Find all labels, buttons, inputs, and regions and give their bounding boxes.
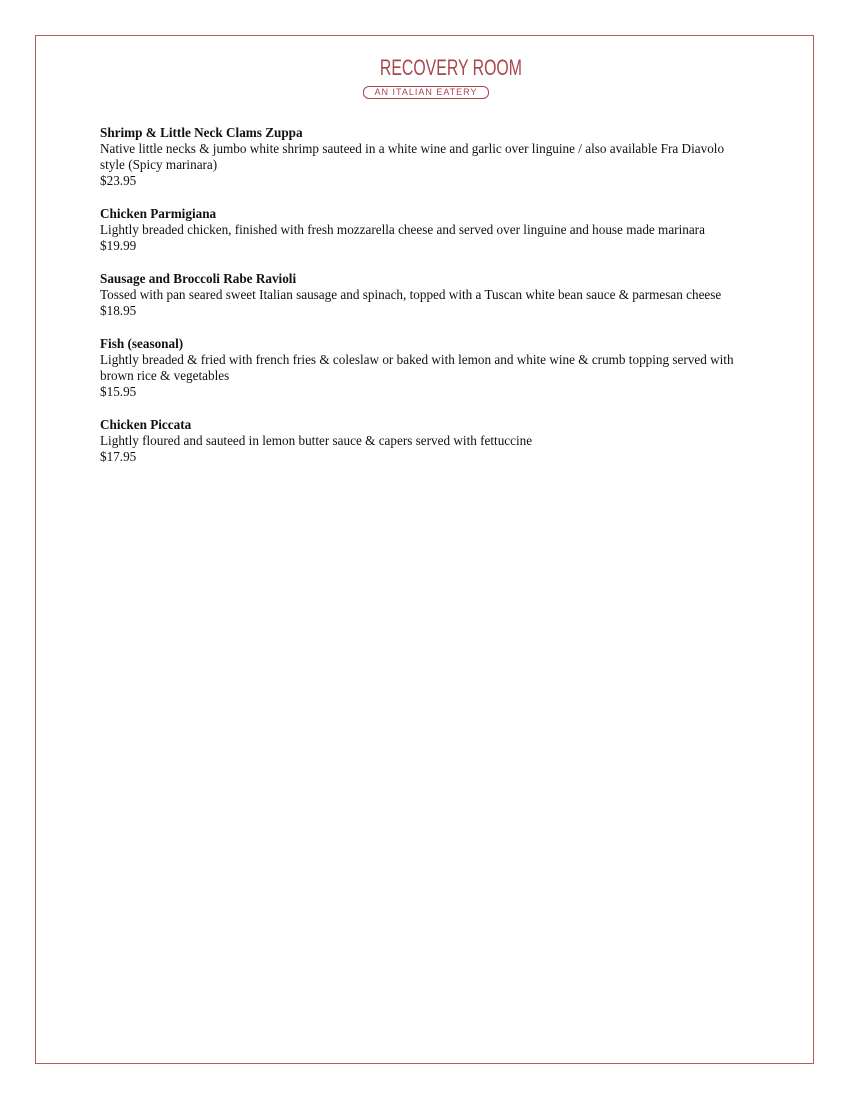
menu-item-price: $15.95 <box>100 384 137 399</box>
menu-item <box>100 125 750 189</box>
menu-item-name: Sausage and Broccoli Rabe Ravioli <box>100 271 297 286</box>
menu-item-name: Shrimp & Little Neck Clams Zuppa <box>100 125 303 140</box>
menu-item-name: Chicken Piccata <box>100 417 192 432</box>
menu-list <box>100 125 750 482</box>
menu-item <box>100 206 750 254</box>
menu-item <box>100 271 750 319</box>
logo-title: RECOVERY ROOM <box>379 55 522 80</box>
menu-item-price: $18.95 <box>100 303 137 318</box>
menu-item-price: $17.95 <box>100 449 137 464</box>
menu-item-name: Fish (seasonal) <box>100 336 184 351</box>
logo-subtitle: AN ITALIAN EATERY <box>363 86 488 99</box>
menu-item-price: $23.95 <box>100 173 137 188</box>
menu-item-description: Lightly breaded chicken, finished with fresh mozzarella cheese and served over linguine and house made marinara <box>100 222 705 237</box>
menu-item <box>100 336 750 400</box>
menu-item-description: Tossed with pan seared sweet Italian sausage and spinach, topped with a Tuscan white bean sauce & parmesan cheese <box>100 287 722 302</box>
menu-item <box>100 417 750 465</box>
menu-item-description: Lightly floured and sauteed in lemon butter sauce & capers served with fettuccine <box>100 433 533 448</box>
menu-item-description: Native little necks & jumbo white shrimp sauteed in a white wine and garlic over linguine / also available Fra Diavolo style (Spicy marinara) <box>100 141 725 172</box>
menu-item-name: Chicken Parmigiana <box>100 206 217 221</box>
menu-item-description: Lightly breaded & fried with french fries & coleslaw or baked with lemon and white wine & crumb topping served with brown rice & vegetables <box>100 352 734 383</box>
restaurant-logo <box>362 54 522 100</box>
menu-item-price: $19.99 <box>100 238 137 253</box>
